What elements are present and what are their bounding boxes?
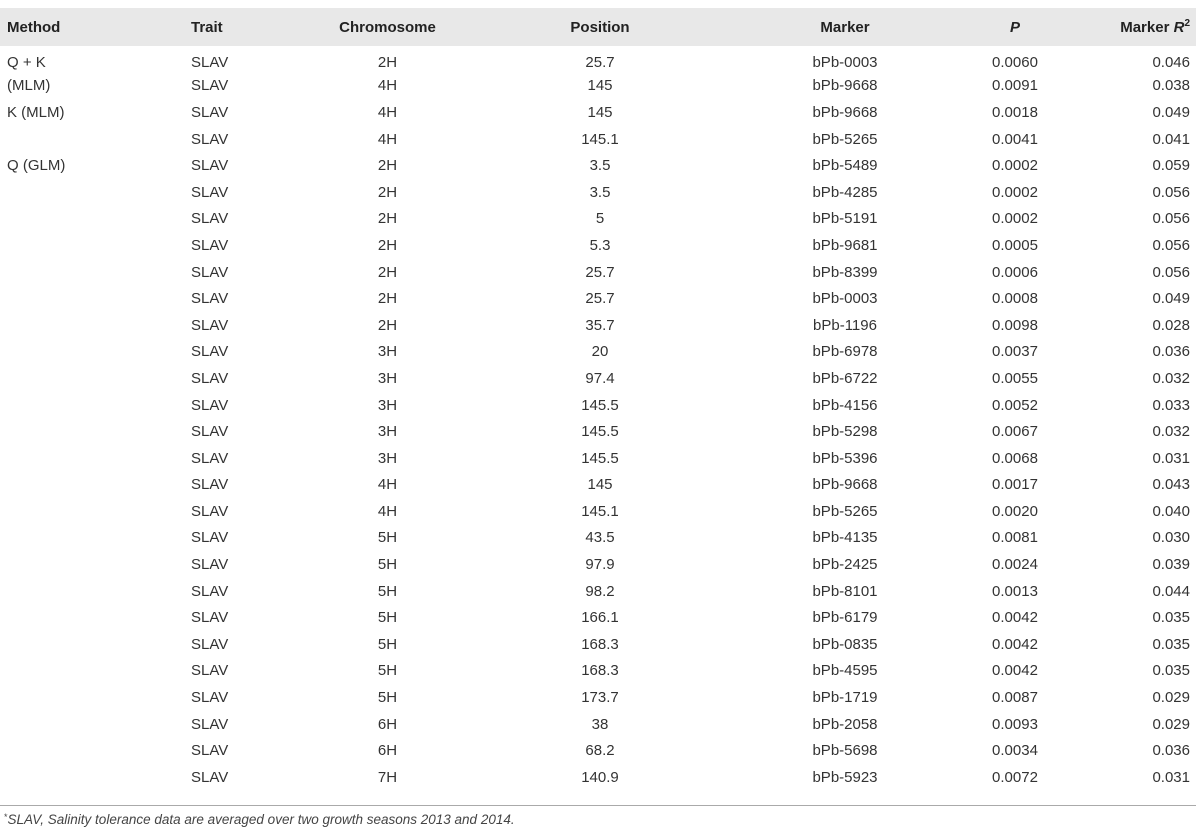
cell-position: 145 (587, 77, 613, 95)
cell-marker: bPb-4285 (812, 183, 878, 201)
cell-marker-r2: 0.049 (1152, 290, 1190, 308)
header-trait: Trait (191, 18, 223, 36)
cell-marker-r2: 0.059 (1152, 157, 1190, 175)
cell-trait: SLAV (191, 103, 229, 121)
cell-p: 0.0020 (992, 502, 1038, 520)
cell-marker-r2: 0.036 (1152, 742, 1190, 760)
cell-method (0, 232, 155, 259)
cell-chromosome: 2H (377, 53, 398, 71)
table-row (0, 578, 1196, 605)
cell-chromosome: 2H (377, 157, 398, 175)
header-position: Position (570, 18, 630, 36)
cell-position: 145 (587, 476, 613, 494)
cell-marker: bPb-6179 (812, 609, 878, 627)
cell-marker: bPb-9668 (812, 103, 878, 121)
cell-marker: bPb-0003 (812, 53, 878, 71)
cell-p: 0.0087 (992, 689, 1038, 707)
cell-trait: SLAV (191, 343, 229, 361)
cell-trait: SLAV (191, 742, 229, 760)
cell-chromosome: 3H (377, 343, 398, 361)
header-marker-r2-sup: 2 (1184, 18, 1190, 29)
cell-method (0, 418, 155, 445)
cell-method (0, 126, 155, 153)
cell-chromosome: 3H (377, 423, 398, 441)
cell-method (0, 339, 155, 366)
cell-trait: SLAV (191, 449, 229, 467)
table-row (0, 259, 1196, 286)
table-row (0, 737, 1196, 764)
cell-p: 0.0002 (992, 183, 1038, 201)
table-bottom-rule (0, 805, 1196, 806)
table-row (0, 312, 1196, 339)
cell-trait: SLAV (191, 316, 229, 334)
cell-trait: SLAV (191, 236, 229, 254)
cell-marker-r2: 0.036 (1152, 343, 1190, 361)
cell-marker: bPb-5298 (812, 423, 878, 441)
cell-chromosome: 6H (377, 715, 398, 733)
header-method: Method (7, 18, 61, 36)
cell-marker: bPb-2058 (812, 715, 878, 733)
cell-chromosome: 2H (377, 210, 398, 228)
header-marker-r2-prefix: Marker (1120, 19, 1174, 36)
cell-chromosome: 5H (377, 635, 398, 653)
cell-trait: SLAV (191, 582, 229, 600)
cell-marker: bPb-6722 (812, 369, 878, 387)
header-marker-r2 (1075, 8, 1196, 46)
cell-chromosome: 2H (377, 183, 398, 201)
table-row (0, 472, 1196, 499)
cell-chromosome: 2H (377, 236, 398, 254)
cell-position: 25.7 (585, 290, 615, 308)
table-body (0, 46, 1196, 791)
cell-p: 0.0067 (992, 423, 1038, 441)
cell-position: 25.7 (585, 263, 615, 281)
cell-method (0, 711, 155, 738)
cell-method (0, 206, 155, 233)
cell-method (0, 631, 155, 658)
cell-marker-r2: 0.031 (1152, 768, 1190, 786)
cell-method (0, 737, 155, 764)
cell-chromosome: 2H (377, 316, 398, 334)
cell-marker: bPb-5698 (812, 742, 878, 760)
table-row (0, 365, 1196, 392)
cell-marker-r2: 0.032 (1152, 423, 1190, 441)
cell-p: 0.0024 (992, 556, 1038, 574)
cell-trait: SLAV (191, 556, 229, 574)
cell-marker: bPb-9681 (812, 236, 878, 254)
cell-marker-r2: 0.056 (1152, 183, 1190, 201)
cell-p: 0.0052 (992, 396, 1038, 414)
cell-method (0, 472, 155, 499)
cell-chromosome: 6H (377, 742, 398, 760)
cell-method (0, 259, 155, 286)
cell-marker-r2: 0.035 (1152, 662, 1190, 680)
cell-marker-r2: 0.028 (1152, 316, 1190, 334)
cell-chromosome: 3H (377, 396, 398, 414)
cell-marker: bPb-5489 (812, 157, 878, 175)
cell-marker: bPb-4135 (812, 529, 878, 547)
cell-method (0, 312, 155, 339)
cell-position: 38 (591, 715, 609, 733)
cell-method (0, 578, 155, 605)
cell-marker-r2: 0.056 (1152, 210, 1190, 228)
table-row (0, 764, 1196, 791)
table-row (0, 339, 1196, 366)
cell-marker: bPb-4156 (812, 396, 878, 414)
cell-position: 98.2 (585, 582, 615, 600)
cell-p: 0.0081 (992, 529, 1038, 547)
cell-chromosome: 5H (377, 609, 398, 627)
cell-p: 0.0006 (992, 263, 1038, 281)
table-row (0, 179, 1196, 206)
results-table (0, 8, 1196, 791)
cell-marker-r2: 0.029 (1152, 689, 1190, 707)
header-marker-r2-var: R (1173, 19, 1185, 36)
cell-position: 168.3 (581, 662, 619, 680)
cell-method (0, 285, 155, 312)
cell-marker-r2: 0.029 (1152, 715, 1190, 733)
cell-chromosome: 5H (377, 582, 398, 600)
cell-marker: bPb-2425 (812, 556, 878, 574)
cell-chromosome: 5H (377, 662, 398, 680)
cell-chromosome: 4H (377, 77, 398, 95)
cell-marker: bPb-9668 (812, 476, 878, 494)
cell-method (0, 604, 155, 631)
cell-p: 0.0091 (992, 77, 1038, 95)
table-row (0, 152, 1196, 179)
cell-marker-r2: 0.046 (1152, 53, 1190, 71)
cell-position: 5.3 (589, 236, 611, 254)
cell-method (0, 179, 155, 206)
cell-marker: bPb-9668 (812, 77, 878, 95)
cell-chromosome: 5H (377, 529, 398, 547)
cell-marker-r2: 0.056 (1152, 263, 1190, 281)
cell-trait: SLAV (191, 635, 229, 653)
cell-marker-r2: 0.032 (1152, 369, 1190, 387)
cell-p: 0.0042 (992, 662, 1038, 680)
cell-trait: SLAV (191, 77, 229, 95)
cell-marker: bPb-5923 (812, 768, 878, 786)
cell-position: 68.2 (585, 742, 615, 760)
table-row (0, 604, 1196, 631)
cell-method: Q + K (7, 53, 46, 71)
table-row (0, 418, 1196, 445)
cell-chromosome: 4H (377, 130, 398, 148)
cell-p: 0.0018 (992, 103, 1038, 121)
cell-marker: bPb-0835 (812, 635, 878, 653)
header-chromosome: Chromosome (339, 18, 436, 36)
table-row (0, 631, 1196, 658)
cell-trait: SLAV (191, 662, 229, 680)
table-row (0, 445, 1196, 472)
cell-method (0, 551, 155, 578)
cell-trait: SLAV (191, 502, 229, 520)
cell-trait: SLAV (191, 396, 229, 414)
cell-position: 20 (591, 343, 609, 361)
cell-chromosome: 7H (377, 768, 398, 786)
cell-marker-r2: 0.041 (1152, 130, 1190, 148)
cell-marker-r2: 0.030 (1152, 529, 1190, 547)
cell-chromosome: 3H (377, 369, 398, 387)
header-marker: Marker (820, 18, 870, 36)
cell-marker: bPb-8399 (812, 263, 878, 281)
table-row (0, 711, 1196, 738)
cell-p: 0.0042 (992, 609, 1038, 627)
cell-marker-r2: 0.043 (1152, 476, 1190, 494)
cell-chromosome: 2H (377, 290, 398, 308)
cell-position: 140.9 (581, 768, 619, 786)
cell-marker: bPb-5191 (812, 210, 878, 228)
cell-chromosome: 4H (377, 103, 398, 121)
cell-p: 0.0072 (992, 768, 1038, 786)
table-row (0, 498, 1196, 525)
cell-chromosome: 4H (377, 502, 398, 520)
cell-position: 5 (595, 210, 605, 228)
table-row (0, 99, 1196, 126)
cell-trait: SLAV (191, 715, 229, 733)
cell-method (0, 498, 155, 525)
cell-position: 97.4 (585, 369, 615, 387)
cell-position: 145.1 (581, 130, 619, 148)
table-row (0, 46, 1196, 73)
table-row (0, 73, 1196, 100)
cell-p: 0.0060 (992, 53, 1038, 71)
cell-trait: SLAV (191, 768, 229, 786)
cell-p: 0.0093 (992, 715, 1038, 733)
cell-marker-r2: 0.056 (1152, 236, 1190, 254)
cell-p: 0.0098 (992, 316, 1038, 334)
cell-p: 0.0055 (992, 369, 1038, 387)
cell-marker-r2: 0.038 (1152, 77, 1190, 95)
table-row (0, 658, 1196, 685)
cell-position: 35.7 (585, 316, 615, 334)
cell-chromosome: 5H (377, 689, 398, 707)
cell-position: 145.5 (581, 423, 619, 441)
table-row (0, 684, 1196, 711)
cell-position: 145 (587, 103, 613, 121)
cell-trait: SLAV (191, 689, 229, 707)
cell-marker: bPb-1719 (812, 689, 878, 707)
footnote-mark: * (4, 812, 8, 822)
cell-marker: bPb-8101 (812, 582, 878, 600)
cell-p: 0.0034 (992, 742, 1038, 760)
table-footnote (4, 812, 515, 827)
cell-trait: SLAV (191, 263, 229, 281)
cell-p: 0.0041 (992, 130, 1038, 148)
table-header-row (0, 8, 1196, 46)
cell-marker-r2: 0.035 (1152, 609, 1190, 627)
cell-trait: SLAV (191, 210, 229, 228)
cell-trait: SLAV (191, 183, 229, 201)
cell-p: 0.0002 (992, 157, 1038, 175)
cell-p: 0.0037 (992, 343, 1038, 361)
cell-marker-r2: 0.033 (1152, 396, 1190, 414)
cell-marker-r2: 0.044 (1152, 582, 1190, 600)
cell-trait: SLAV (191, 529, 229, 547)
cell-p: 0.0008 (992, 290, 1038, 308)
cell-position: 173.7 (581, 689, 619, 707)
cell-trait: SLAV (191, 476, 229, 494)
cell-trait: SLAV (191, 290, 229, 308)
table-row (0, 232, 1196, 259)
cell-position: 3.5 (589, 183, 611, 201)
cell-method (0, 365, 155, 392)
cell-marker-r2: 0.039 (1152, 556, 1190, 574)
cell-trait: SLAV (191, 130, 229, 148)
cell-trait: SLAV (191, 423, 229, 441)
cell-trait: SLAV (191, 369, 229, 387)
footnote-text: SLAV, Salinity tolerance data are averaged over two growth seasons 2013 and 2014. (7, 812, 515, 827)
cell-method (0, 684, 155, 711)
cell-method (0, 525, 155, 552)
table-row (0, 126, 1196, 153)
cell-marker: bPb-0003 (812, 290, 878, 308)
cell-chromosome: 4H (377, 476, 398, 494)
header-p: P (1009, 18, 1020, 36)
cell-position: 166.1 (581, 609, 619, 627)
table-row (0, 551, 1196, 578)
cell-position: 25.7 (585, 53, 615, 71)
cell-p: 0.0005 (992, 236, 1038, 254)
cell-position: 168.3 (581, 635, 619, 653)
cell-marker: bPb-6978 (812, 343, 878, 361)
cell-marker: bPb-4595 (812, 662, 878, 680)
cell-trait: SLAV (191, 157, 229, 175)
cell-p: 0.0042 (992, 635, 1038, 653)
cell-chromosome: 2H (377, 263, 398, 281)
cell-marker: bPb-5265 (812, 130, 878, 148)
cell-method (0, 392, 155, 419)
cell-marker: bPb-5396 (812, 449, 878, 467)
cell-marker-r2: 0.035 (1152, 635, 1190, 653)
cell-method: (MLM) (7, 77, 51, 95)
cell-method (0, 658, 155, 685)
cell-position: 43.5 (585, 529, 615, 547)
cell-p: 0.0013 (992, 582, 1038, 600)
cell-trait: SLAV (191, 53, 229, 71)
cell-marker-r2: 0.040 (1152, 502, 1190, 520)
cell-p: 0.0068 (992, 449, 1038, 467)
cell-p: 0.0002 (992, 210, 1038, 228)
cell-p: 0.0017 (992, 476, 1038, 494)
cell-position: 3.5 (589, 157, 611, 175)
cell-position: 145.1 (581, 502, 619, 520)
cell-position: 145.5 (581, 396, 619, 414)
table-row (0, 285, 1196, 312)
cell-chromosome: 3H (377, 449, 398, 467)
cell-marker-r2: 0.031 (1152, 449, 1190, 467)
cell-trait: SLAV (191, 609, 229, 627)
cell-position: 145.5 (581, 449, 619, 467)
table-row (0, 525, 1196, 552)
cell-marker: bPb-5265 (812, 502, 878, 520)
cell-method (0, 764, 155, 791)
table-row (0, 392, 1196, 419)
cell-position: 97.9 (585, 556, 615, 574)
cell-marker-r2: 0.049 (1152, 103, 1190, 121)
cell-method: K (MLM) (7, 103, 65, 121)
table-row (0, 206, 1196, 233)
cell-marker: bPb-1196 (813, 316, 877, 334)
cell-method (0, 445, 155, 472)
cell-chromosome: 5H (377, 556, 398, 574)
cell-method: Q (GLM) (7, 157, 66, 175)
